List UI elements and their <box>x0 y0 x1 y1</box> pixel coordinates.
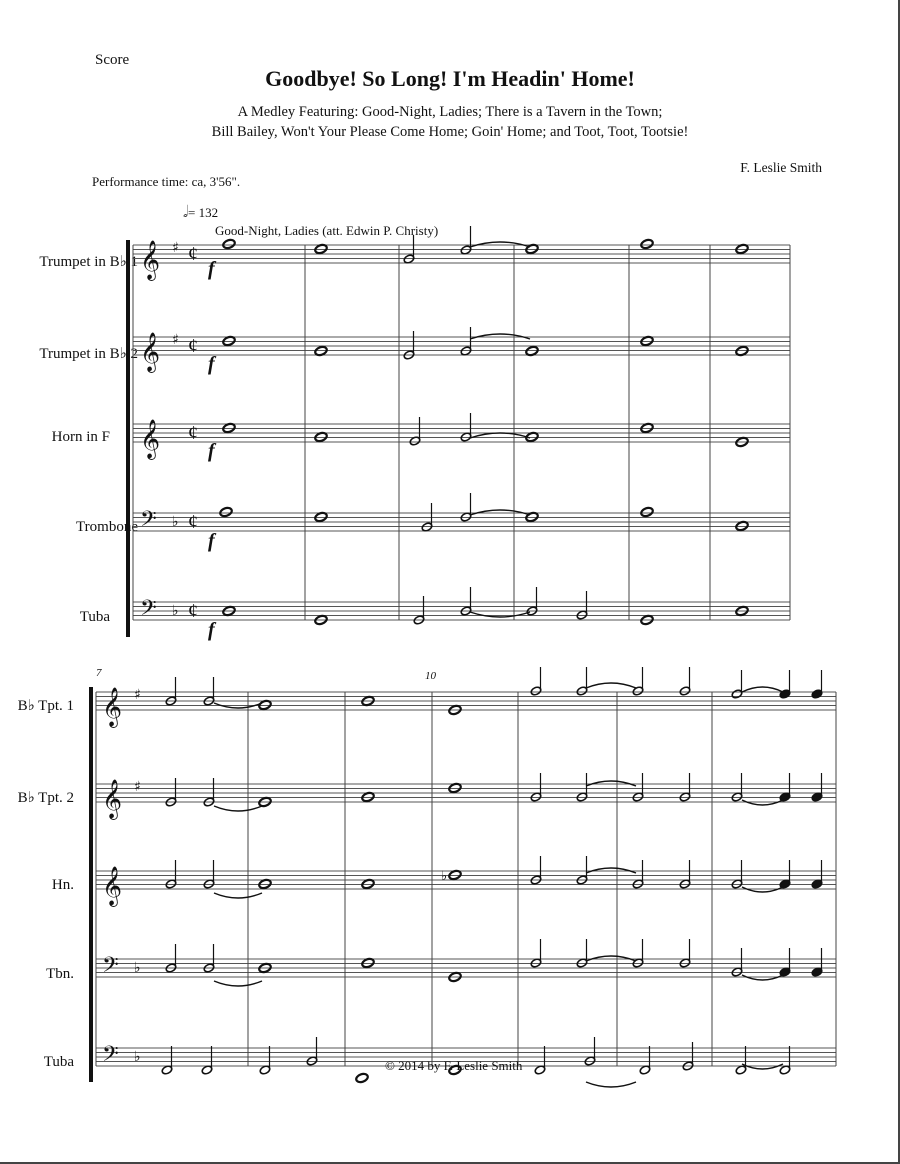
key-signature-icon: ♯ <box>172 240 179 256</box>
whole-note <box>219 506 233 517</box>
whole-note <box>355 1072 369 1083</box>
tie <box>586 683 636 688</box>
instrument-label-horn-short: Hn. <box>51 877 74 893</box>
tie <box>470 510 530 515</box>
cut-time-icon: ¢ <box>188 422 198 444</box>
tie <box>586 781 636 786</box>
tempo-value: = 132 <box>188 205 219 220</box>
treble-clef-icon: 𝄞 <box>102 866 123 906</box>
key-signature-icon: ♯ <box>134 687 141 703</box>
treble-clef-icon: 𝄞 <box>140 332 161 372</box>
performance-time: Performance time: ca, 3'56". <box>92 174 241 189</box>
instrument-label-trumpet-2: Trumpet in B♭ 2 <box>39 346 138 362</box>
bass-clef-icon: 𝄢 <box>140 596 157 626</box>
instrument-label-tpt1-short: B♭ Tpt. 1 <box>17 698 74 714</box>
cut-time-icon: ¢ <box>188 335 198 357</box>
cut-time-icon: ¢ <box>188 243 198 265</box>
dynamic-forte: f <box>208 440 215 462</box>
instrument-label-trumpet-1: Trumpet in B♭ 1 <box>39 254 138 270</box>
key-signature-icon: ♭ <box>134 1049 141 1065</box>
key-signature-icon: ♭ <box>134 960 141 976</box>
accidental-flat-icon: ♭ <box>441 869 448 884</box>
tie <box>586 1082 636 1087</box>
subtitle-line-1: A Medley Featuring: Good-Night, Ladies; There is a Tavern in the Town; <box>237 104 663 120</box>
instrument-label-trombone-short: Tbn. <box>46 966 74 982</box>
key-signature-icon: ♯ <box>172 332 179 348</box>
cut-time-icon: ¢ <box>188 511 198 533</box>
tie <box>742 1064 783 1069</box>
instrument-label-tpt2-short: B♭ Tpt. 2 <box>17 790 74 806</box>
instrument-label-tuba: Tuba <box>79 609 110 625</box>
copyright: © 2014 by F. Leslie Smith <box>385 1058 523 1073</box>
whole-note <box>640 506 654 517</box>
measure-number-10: 10 <box>425 670 436 682</box>
tie <box>214 806 262 811</box>
instrument-label-horn: Horn in F <box>51 429 110 445</box>
instrument-label-tuba-short: Tuba <box>43 1054 74 1070</box>
tie <box>586 956 636 961</box>
measure-number-7: 7 <box>96 667 102 679</box>
subtitle-line-2: Bill Bailey, Won't Your Please Come Home; Goin' Home; and Toot, Toot, Tootsie! <box>211 124 689 140</box>
tie <box>470 242 530 247</box>
section-title: Good-Night, Ladies (att. Edwin P. Christy) <box>215 223 439 238</box>
treble-clef-icon: 𝄞 <box>140 419 161 459</box>
whole-note <box>640 238 654 249</box>
tie <box>214 981 262 986</box>
bass-clef-icon: 𝄢 <box>102 953 119 983</box>
tie <box>742 887 783 892</box>
tie <box>470 334 530 339</box>
instrument-label-trombone: Trombone <box>76 519 138 535</box>
whole-note <box>222 238 236 249</box>
score-label: Score <box>95 52 130 68</box>
treble-clef-icon: 𝄞 <box>140 240 161 280</box>
page-title: Goodbye! So Long! I'm Headin' Home! <box>265 66 635 91</box>
tie <box>742 687 783 692</box>
key-signature-icon: ♭ <box>172 514 179 530</box>
composer: F. Leslie Smith <box>740 160 822 175</box>
key-signature-icon: ♯ <box>134 779 141 795</box>
tie <box>586 868 636 873</box>
tie <box>214 893 262 898</box>
bass-clef-icon: 𝄢 <box>140 507 157 537</box>
dynamic-forte: f <box>208 258 215 280</box>
half-note-icon: 𝅗𝅥 <box>183 202 189 221</box>
key-signature-icon: ♭ <box>172 603 179 619</box>
dynamic-forte: f <box>208 530 215 552</box>
tie <box>742 975 783 980</box>
cut-time-icon: ¢ <box>188 600 198 622</box>
bass-clef-icon: 𝄢 <box>102 1042 119 1072</box>
tie <box>742 800 783 805</box>
dynamic-forte: f <box>208 619 215 641</box>
dynamic-forte: f <box>208 353 215 375</box>
tie <box>470 612 530 617</box>
treble-clef-icon: 𝄞 <box>102 687 123 727</box>
treble-clef-icon: 𝄞 <box>102 779 123 819</box>
